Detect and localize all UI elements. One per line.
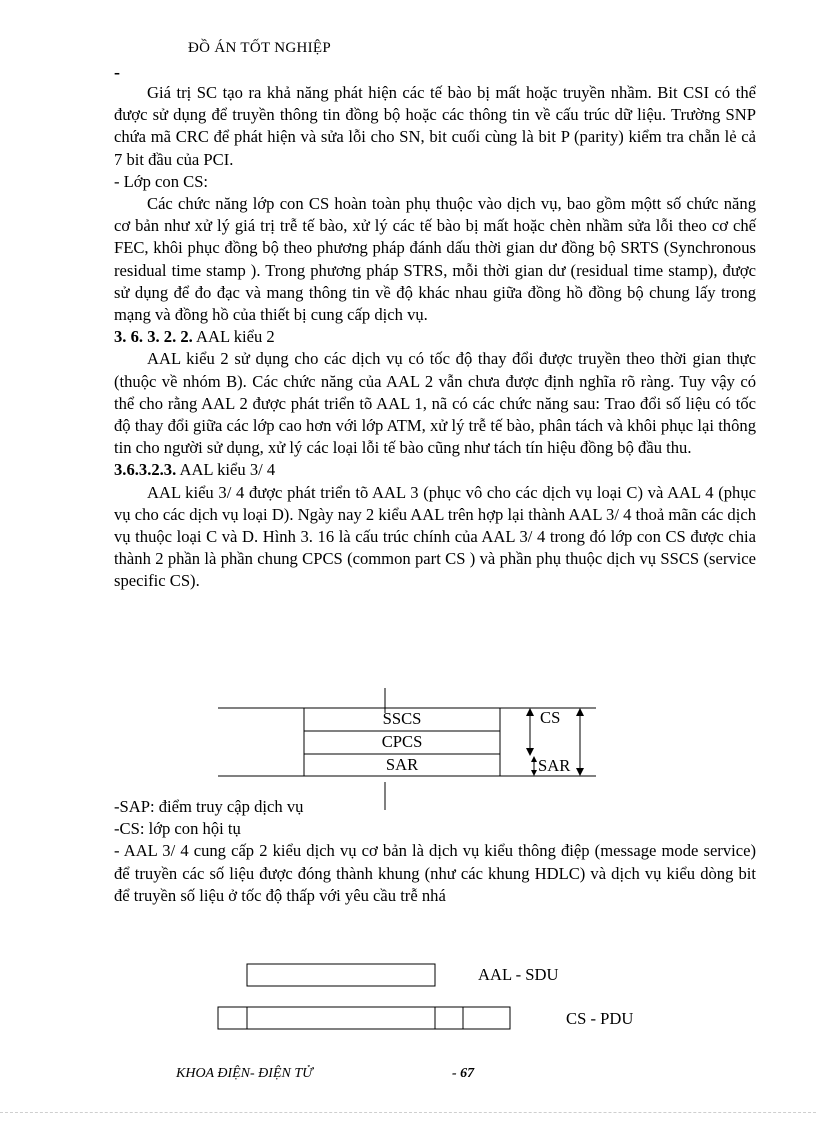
paragraph-aal34-services: - AAL 3/ 4 cung cấp 2 kiểu dịch vụ cơ bản là dịch vụ kiểu thông điệp (message mode service) để truyền các số liệu được đóng thành khung (như các khung HDLC) và dịch vụ kiểu dòng bit để truyền số liệu ở tốc độ thấp với yêu cầu trễ nhá: [114, 841, 756, 905]
label-cs: CS: [540, 708, 561, 727]
bullet-cs-sublayer: - Lớp con CS:: [114, 171, 209, 191]
aal-arrow-up: [576, 708, 584, 716]
cs-pdu-box: [218, 1007, 510, 1029]
label-aal-sdu: AAL - SDU: [478, 965, 559, 984]
aal-arrow-down: [576, 768, 584, 776]
heading-aal2-text: AAL kiểu 2: [192, 327, 275, 347]
cs-arrow-up: [526, 708, 534, 716]
header-title: ĐỒ ÁN TỐT NGHIỆP: [188, 40, 331, 56]
footer-page-number: - 67: [452, 1066, 475, 1081]
layer-box: [304, 708, 500, 776]
heading-aal2: [114, 326, 756, 348]
sar-arrow-down: [531, 770, 537, 776]
heading-aal34-number: 3.6.3.2.3.: [114, 460, 177, 480]
layer-sscs: SSCS: [382, 709, 422, 728]
main-text: [114, 82, 756, 593]
sar-arrow-up: [531, 756, 537, 762]
paragraph-sc-csi: Giá trị SC tạo ra khả năng phát hiện các tế bào bị mất hoặc truyền nhầm. Bit CSI có thể được sử dụng để truyền thông tin đồng bộ hoặc các thông tin về cấu trúc dữ liệu. Trường SNP chứa mã CRC để phát hiện và sửa lỗi cho SN, bit cuối cùng là bit P (parity) kiểm tra chẵn lẻ cả 7 bit đầu của PCI.: [114, 83, 756, 169]
aal-sdu-box: [247, 964, 435, 986]
heading-aal34: [114, 459, 756, 481]
cs-arrow-down: [526, 748, 534, 756]
layer-sar: SAR: [385, 755, 419, 774]
heading-aal2-number: 3. 6. 3. 2. 2.: [114, 327, 193, 347]
page-edge-line: [0, 1112, 816, 1113]
paragraph-aal34: AAL kiểu 3/ 4 được phát triển tõ AAL 3 (phục vô cho các dịch vụ loại C) và AAL 4 (phục vụ cho các dịch vụ loại D). Ngày nay 2 kiểu AAL trên hợp lại thành AAL 3/ 4 thoả mãn các dịch vụ thuộc loại C và D. Hình 3. 16 là cấu trúc chính của AAL 3/ 4 trong đó lớp con CS được chia thành 2 phần là phần chung CPCS (common part CS ) và phần phụ thuộc dịch vụ SSCS (service specific CS).: [114, 482, 756, 591]
label-sar: SAR: [538, 756, 571, 775]
header-dash: -: [114, 62, 120, 82]
heading-aal34-text: AAL kiểu 3/ 4: [176, 460, 276, 480]
paragraph-cs-functions: Các chức năng lớp con CS hoàn toàn phụ thuộc vào dịch vụ, bao gồm mộtt số chức năng cơ bản như xử lý giá trị trễ tế bào, xử lý các tế bào bị mất hoặc chèn nhầm sửa lỗi theo cơ chế FEC, khôi phục đồng bộ theo phương pháp đánh dấu thời gian dư đồng bộ SRTS (Synchronous residual time stamp ). Trong phương pháp STRS, mỗi thời gian dư (residual time stamp), được sử dụng để đo đạc và mang thông tin về độ khác nhau giữa đồng hồ đồng bộ chung lấy trong mạng và đồng hồ của thiết bị cung cấp dịch vụ.: [114, 194, 756, 325]
note-sap: -SAP: điểm truy cập dịch vụ: [114, 797, 304, 816]
diagram-notes: [114, 796, 756, 907]
label-cs-pdu: CS - PDU: [566, 1009, 634, 1028]
paragraph-aal2: AAL kiểu 2 sử dụng cho các dịch vụ có tốc độ thay đổi được truyền theo thời gian thực (thuộc về nhóm B). Các chức năng của AAL 2 vẫn chưa được định nghĩa rõ ràng. Tuy vậy có thể cho rằng AAL 2 được phát triển tõ AAL 1, nã có các chức năng sau: Trao đổi số liệu có tốc độ thay đổi giữa các lớp cao hơn với lớp ATM, xử lý trễ tế bào, phân tách và khôi phục lại thông tin cho người sử dụng, xử lý các loại lỗi tế bào cũng như tách tín hiệu đồng bộ đầu thu.: [114, 349, 756, 458]
note-cs: -CS: lớp con hội tụ: [114, 819, 241, 839]
layer-cpcs: CPCS: [381, 732, 423, 751]
footer-faculty: KHOA ĐIỆN- ĐIỆN TỬ: [176, 1066, 313, 1081]
